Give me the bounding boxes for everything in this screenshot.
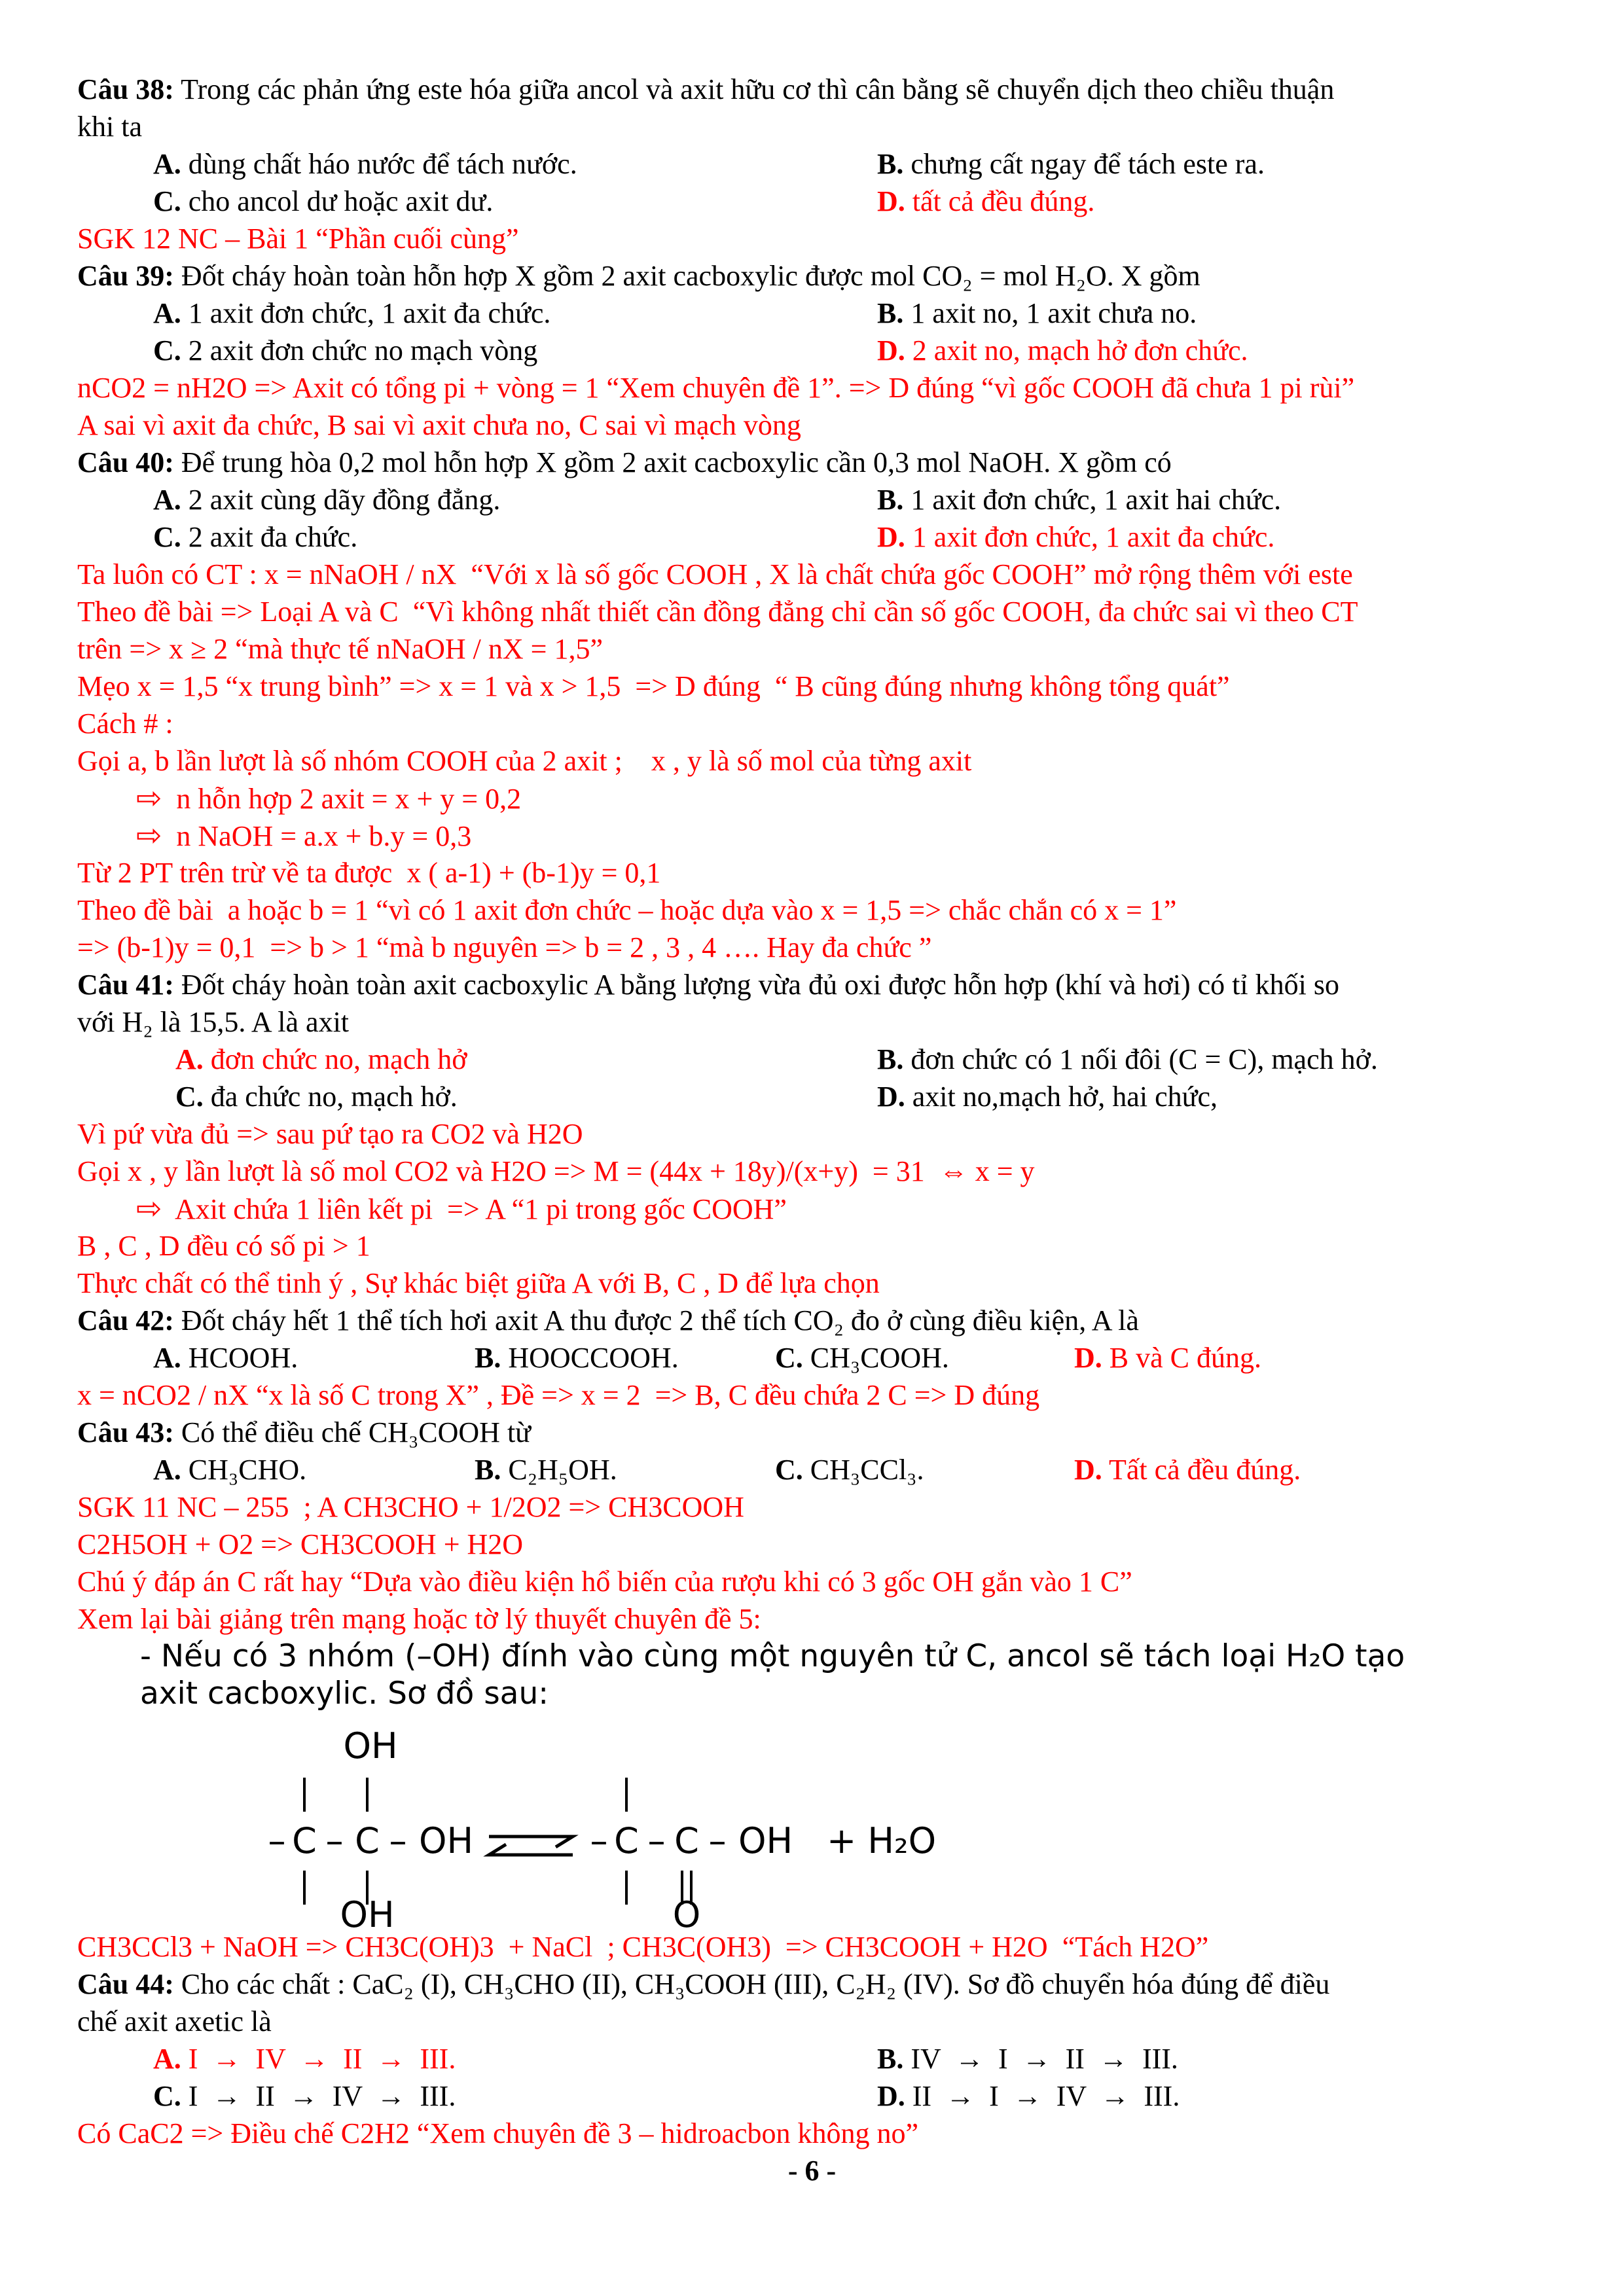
text-segment: ⇨ n NaOH = a.x + b.y = 0,3	[136, 817, 472, 853]
text-segment: A. I → IV → II → III.	[153, 2043, 456, 2075]
atom-label: OH	[340, 1894, 395, 1928]
bond-dash: –	[708, 1820, 727, 1861]
theory-note-1	[77, 1638, 1547, 1675]
atom-label: C	[614, 1820, 639, 1861]
q41-text-2	[77, 1003, 1547, 1041]
text-segment: A. CH₃CHO.	[153, 1454, 307, 1486]
q43-solution-5	[77, 1928, 1547, 1965]
q43-solution-2	[77, 1526, 1547, 1563]
text-segment: B. C₂H₅OH.	[475, 1454, 617, 1486]
chemical-structure-diagram	[215, 1712, 1026, 1928]
text-segment: A sai vì axit đa chức, B sai vì axit chưa no, C sai vì mạch vòng	[77, 409, 801, 441]
q44-options-cd	[77, 2077, 1547, 2115]
text-segment: D. B và C đúng.	[1074, 1342, 1262, 1374]
text-segment: B. đơn chức có 1 nối đôi (C = C), mạch hở.	[877, 1043, 1378, 1075]
text-segment: khi ta	[77, 111, 142, 143]
text-segment: D. 2 axit no, mạch hở đơn chức.	[877, 334, 1248, 367]
q40-solution-6	[77, 742, 1547, 780]
text-segment: A. 2 axit cùng dãy đồng đẳng.	[153, 484, 501, 516]
text-segment: Mẹo x = 1,5 “x trung bình” => x = 1 và x > 1,5 => D đúng “ B cũng đúng nhưng không tổng quát”	[77, 670, 1230, 702]
text-segment: A. đơn chức no, mạch hở	[175, 1043, 467, 1075]
text-segment: C. đa chức no, mạch hở.	[175, 1081, 458, 1113]
text-segment: D. II → I → IV → III.	[877, 2080, 1180, 2112]
text-segment: B. chưng cất ngay để tách este ra.	[877, 148, 1265, 180]
q40-text	[77, 444, 1547, 481]
text-segment: D. axit no,mạch hở, hai chức,	[877, 1081, 1218, 1113]
q41-solution-5	[77, 1265, 1547, 1302]
text-segment: Câu 39: Đốt cháy hoàn toàn hỗn hợp X gồm 2 axit cacboxylic được mol CO₂ = mol H₂O. X gồm	[77, 260, 1200, 292]
text-segment: Câu 43: Có thể điều chế CH₃COOH từ	[77, 1416, 532, 1448]
text-segment: Cách # :	[77, 708, 173, 740]
q40-solution-7	[77, 780, 1547, 817]
text-segment: SGK 12 NC – Bài 1 “Phần cuối cùng”	[77, 223, 519, 255]
bond-dash: –	[268, 1820, 286, 1861]
q43-options	[77, 1451, 1547, 1488]
water-label: + H₂O	[827, 1820, 937, 1861]
q41-solution-4	[77, 1227, 1547, 1265]
text-segment: SGK 11 NC – 255 ; A CH3CHO + 1/2O2 => CH3COOH	[77, 1491, 744, 1523]
text-segment: Ta luôn có CT : x = nNaOH / nX “Với x là số gốc COOH , X là chất chứa gốc COOH” mở rộng thêm với este	[77, 558, 1353, 590]
text-segment: Gọi a, b lần lượt là số nhóm COOH của 2 axit ; x , y là số mol của từng axit	[77, 745, 972, 777]
q44-text-2	[77, 2003, 1547, 2040]
text-segment: - Nếu có 3 nhóm (–OH) đính vào cùng một nguyên tử C, ancol sẽ tách loại H₂O tạo	[140, 1638, 1405, 1674]
q39-options-ab	[77, 295, 1547, 332]
text-segment: Chú ý đáp án C rất hay “Dựa vào điều kiện hổ biến của rượu khi có 3 gốc OH gắn vào 1 C”	[77, 1566, 1132, 1598]
atom-label: C	[355, 1820, 380, 1861]
text-segment: C. CH₃CCl₃.	[775, 1454, 924, 1486]
reaction-scheme	[77, 1712, 1547, 1928]
text-segment: B. IV → I → II → III.	[877, 2043, 1178, 2075]
document-body	[77, 71, 1547, 2189]
q41-options-cd	[77, 1078, 1547, 1115]
text-segment: Từ 2 PT trên trừ về ta được x ( a-1) + (b-1)y = 0,1	[77, 857, 661, 889]
q39-solution-2	[77, 406, 1547, 444]
text-segment: CH3CCl3 + NaOH => CH3C(OH)3 + NaCl ; CH3C(OH3) => CH3COOH + H2O “Tách H2O”	[77, 1931, 1209, 1963]
q40-options-ab	[77, 481, 1547, 518]
text-segment: B. 1 axit no, 1 axit chưa no.	[877, 297, 1197, 329]
q42-text	[77, 1302, 1547, 1339]
bond-dash: –	[590, 1820, 608, 1861]
q43-text	[77, 1414, 1547, 1451]
text-segment: chế axit axetic là	[77, 2005, 272, 2037]
text-segment: Gọi x , y lần lượt là số mol CO2 và H2O => M = (44x + 18y)/(x+y) = 31 ⇔ x = y	[77, 1155, 1035, 1187]
text-segment: Câu 40: Để trung hòa 0,2 mol hỗn hợp X gồm 2 axit cacboxylic cần 0,3 mol NaOH. X gồm có	[77, 446, 1172, 478]
atom-label: C	[292, 1820, 317, 1861]
text-segment: với H₂ là 15,5. A là axit	[77, 1006, 350, 1038]
text-segment: D. tất cả đều đúng.	[877, 185, 1095, 217]
text-segment: Thực chất có thể tinh ý , Sự khác biệt giữa A với B, C , D để lựa chọn	[77, 1267, 880, 1299]
text-segment: Câu 42: Đốt cháy hết 1 thể tích hơi axit A thu được 2 thể tích CO₂ đo ở cùng điều kiện, A là	[77, 1304, 1139, 1336]
q39-solution-1	[77, 369, 1547, 406]
text-segment: B. HOOCCOOH.	[475, 1342, 679, 1374]
text-segment: => (b-1)y = 0,1 => b > 1 “mà b nguyên => b = 2 , 3 , 4 …. Hay đa chức ”	[77, 931, 932, 963]
text-segment: C. CH₃COOH.	[775, 1342, 949, 1374]
atom-label: OH	[419, 1820, 474, 1861]
text-segment: - 6 -	[787, 2155, 837, 2187]
text-segment: A. HCOOH.	[153, 1342, 298, 1374]
q41-solution-3	[77, 1190, 1547, 1227]
text-segment: Theo đề bài a hoặc b = 1 “vì có 1 axit đơn chức – hoặc dựa vào x = 1,5 => chắc chắn có x = 1”	[77, 894, 1177, 926]
text-segment: Theo đề bài => Loại A và C “Vì không nhất thiết cần đồng đẳng chỉ cần số gốc COOH, đa chức sai vì theo CT	[77, 596, 1358, 628]
q44-solution	[77, 2115, 1547, 2152]
q40-solution-3	[77, 630, 1547, 668]
theory-note-2	[77, 1675, 1547, 1712]
text-segment: A. dùng chất háo nước để tách nước.	[153, 148, 577, 180]
q38-solution	[77, 220, 1547, 257]
text-segment: D. Tất cả đều đúng.	[1074, 1454, 1301, 1486]
text-segment: A. 1 axit đơn chức, 1 axit đa chức.	[153, 297, 551, 329]
q41-solution-1	[77, 1115, 1547, 1153]
text-segment: B. 1 axit đơn chức, 1 axit hai chức.	[877, 484, 1282, 516]
atom-label: OH	[738, 1820, 793, 1861]
q43-solution-4	[77, 1600, 1547, 1638]
q40-solution-1	[77, 556, 1547, 593]
text-segment: trên => x ≥ 2 “mà thực tế nNaOH / nX = 1,5”	[77, 633, 604, 665]
q44-options-ab	[77, 2040, 1547, 2077]
text-segment: Xem lại bài giảng trên mạng hoặc tờ lý thuyết chuyên đề 5:	[77, 1603, 761, 1635]
q40-options-cd	[77, 518, 1547, 556]
text-segment: axit cacboxylic. Sơ đồ sau:	[140, 1676, 549, 1712]
q40-solution-11	[77, 929, 1547, 966]
page-number	[77, 2152, 1547, 2189]
text-segment: Có CaC2 => Điều chế C2H2 “Xem chuyên đề 3 – hidroacbon không no”	[77, 2117, 919, 2149]
q38-text	[77, 71, 1547, 108]
text-segment: Câu 38: Trong các phản ứng este hóa giữa ancol và axit hữu cơ thì cân bằng sẽ chuyển dịch theo chiều thuận	[77, 73, 1335, 105]
q44-text	[77, 1965, 1547, 2003]
text-segment: nCO2 = nH2O => Axit có tổng pi + vòng = 1 “Xem chuyên đề 1”. => D đúng “vì gốc COOH đã chưa 1 pi rùi”	[77, 372, 1355, 404]
q40-solution-4	[77, 668, 1547, 705]
q43-solution-3	[77, 1563, 1547, 1600]
text-segment: ⇨ Axit chứa 1 liên kết pi => A “1 pi trong gốc COOH”	[136, 1191, 787, 1227]
atom-label: C	[674, 1820, 699, 1861]
q40-solution-2	[77, 593, 1547, 630]
bond-dash: –	[647, 1820, 666, 1861]
q41-options-ab	[77, 1041, 1547, 1078]
q40-solution-9	[77, 854, 1547, 891]
text-segment: B , C , D đều có số pi > 1	[77, 1230, 370, 1262]
q42-solution	[77, 1376, 1547, 1414]
text-segment: x = nCO2 / nX “x là số C trong X” , Đề => x = 2 => B, C đều chứa 2 C => D đúng	[77, 1379, 1040, 1411]
text-segment: D. 1 axit đơn chức, 1 axit đa chức.	[877, 521, 1275, 553]
q41-solution-2	[77, 1153, 1547, 1190]
q39-text	[77, 257, 1547, 295]
atom-label: OH	[343, 1725, 398, 1767]
text-segment: ⇨ n hỗn hợp 2 axit = x + y = 0,2	[136, 780, 522, 816]
text-segment: Câu 44: Cho các chất : CaC₂ (I), CH₃CHO (II), CH₃COOH (III), C₂H₂ (IV). Sơ đồ chuyển hóa đúng để điều	[77, 1968, 1330, 2000]
text-segment: Vì pứ vừa đủ => sau pứ tạo ra CO2 và H2O	[77, 1118, 583, 1150]
text-segment: Câu 41: Đốt cháy hoàn toàn axit cacboxylic A bằng lượng vừa đủ oxi được hỗn hợp (khí và hơi) có tỉ khối so	[77, 969, 1339, 1001]
q40-solution-8	[77, 817, 1547, 854]
q38-text-2	[77, 108, 1547, 145]
text-segment: C. 2 axit đơn chức no mạch vòng	[153, 334, 538, 367]
text-segment: C. 2 axit đa chức.	[153, 521, 358, 553]
q38-options-cd	[77, 183, 1547, 220]
text-segment: C2H5OH + O2 => CH3COOH + H2O	[77, 1528, 524, 1560]
q40-solution-10	[77, 891, 1547, 929]
q40-solution-5	[77, 705, 1547, 742]
atom-label: O	[672, 1894, 701, 1928]
q42-options	[77, 1339, 1547, 1376]
q38-options-ab	[77, 145, 1547, 183]
bond-dash: –	[325, 1820, 344, 1861]
q43-solution-1	[77, 1488, 1547, 1526]
bond-dash: –	[389, 1820, 407, 1861]
text-segment: C. cho ancol dư hoặc axit dư.	[153, 185, 494, 217]
q39-options-cd	[77, 332, 1547, 369]
text-segment: C. I → II → IV → III.	[153, 2080, 456, 2112]
q41-text	[77, 966, 1547, 1003]
